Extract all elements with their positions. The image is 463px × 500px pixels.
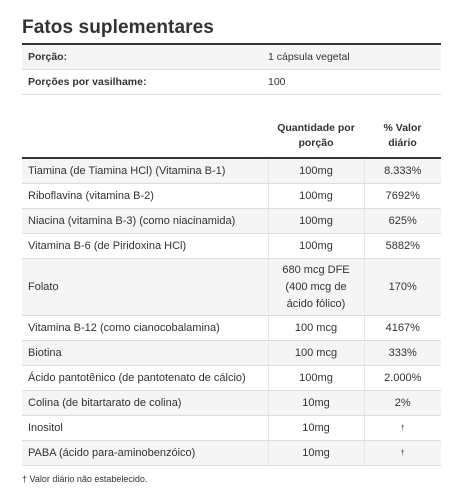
nutrient-daily-value: 333% <box>364 341 441 366</box>
table-row <box>22 441 441 466</box>
table-row <box>22 391 441 416</box>
servings-per-container-value: 100 <box>262 70 441 95</box>
amount-per-serving-header: Quantidade por porção <box>268 115 364 158</box>
nutrient-amount: 10mg <box>268 441 364 466</box>
nutrient-table <box>22 115 441 466</box>
nutrient-daily-value: 5882% <box>364 234 441 259</box>
table-row <box>22 184 441 209</box>
nutrient-amount: 100mg <box>268 209 364 234</box>
nutrient-amount: 100mg <box>268 184 364 209</box>
servings-per-container-label: Porções por vasilhame: <box>22 70 262 95</box>
table-row <box>22 158 441 184</box>
daily-value-header: % Valor diário <box>364 115 441 158</box>
nutrient-name: Vitamina B-12 (como cianocobalamina) <box>22 316 268 341</box>
serving-size-row <box>22 45 441 70</box>
table-row <box>22 316 441 341</box>
nutrient-name: Riboflavina (vitamina B-2) <box>22 184 268 209</box>
serving-size-value: 1 cápsula vegetal <box>262 45 441 70</box>
table-row <box>22 341 441 366</box>
supplement-facts-panel <box>22 0 441 484</box>
nutrient-amount: 10mg <box>268 416 364 441</box>
nutrient-name: Colina (de bitartarato de colina) <box>22 391 268 416</box>
table-row <box>22 366 441 391</box>
nutrient-name: Ácido pantotênico (de pantotenato de cálcio) <box>22 366 268 391</box>
section-spacer <box>22 95 441 115</box>
nutrient-name: Biotina <box>22 341 268 366</box>
nutrient-daily-value: 625% <box>364 209 441 234</box>
nutrient-amount: 10mg <box>268 391 364 416</box>
footnote: † Valor diário não estabelecido. <box>22 474 148 484</box>
serving-size-label: Porção: <box>22 45 262 70</box>
nutrient-daily-value: 4167% <box>364 316 441 341</box>
nutrient-amount: 100mg <box>268 234 364 259</box>
nutrient-name: Vitamina B-6 (de Piridoxina HCl) <box>22 234 268 259</box>
nutrient-name: Inositol <box>22 416 268 441</box>
nutrient-daily-value: 170% <box>364 259 441 316</box>
nutrient-name-header <box>22 115 268 158</box>
table-row <box>22 234 441 259</box>
nutrient-daily-value: 8.333% <box>364 158 441 184</box>
nutrient-name: Tiamina (de Tiamina HCl) (Vitamina B-1) <box>22 158 268 184</box>
nutrient-name: PABA (ácido para-aminobenzóico) <box>22 441 268 466</box>
nutrient-daily-value: 7692% <box>364 184 441 209</box>
serving-table <box>22 45 441 95</box>
table-row <box>22 209 441 234</box>
page-title: Fatos suplementares <box>22 0 441 45</box>
dagger-icon: † <box>364 441 441 466</box>
servings-per-container-row <box>22 70 441 95</box>
nutrient-table-header <box>22 115 441 158</box>
nutrient-amount: 100 mcg <box>268 316 364 341</box>
table-row <box>22 259 441 316</box>
nutrient-amount: 100mg <box>268 366 364 391</box>
nutrient-daily-value: 2% <box>364 391 441 416</box>
nutrient-name: Folato <box>22 259 268 316</box>
nutrient-amount: 100mg <box>268 158 364 184</box>
nutrient-amount: 100 mcg <box>268 341 364 366</box>
nutrient-amount: 680 mcg DFE (400 mcg de ácido fólico) <box>268 259 364 316</box>
nutrient-name: Niacina (vitamina B-3) (como niacinamida) <box>22 209 268 234</box>
dagger-icon: † <box>364 416 441 441</box>
table-row <box>22 416 441 441</box>
nutrient-daily-value: 2.000% <box>364 366 441 391</box>
